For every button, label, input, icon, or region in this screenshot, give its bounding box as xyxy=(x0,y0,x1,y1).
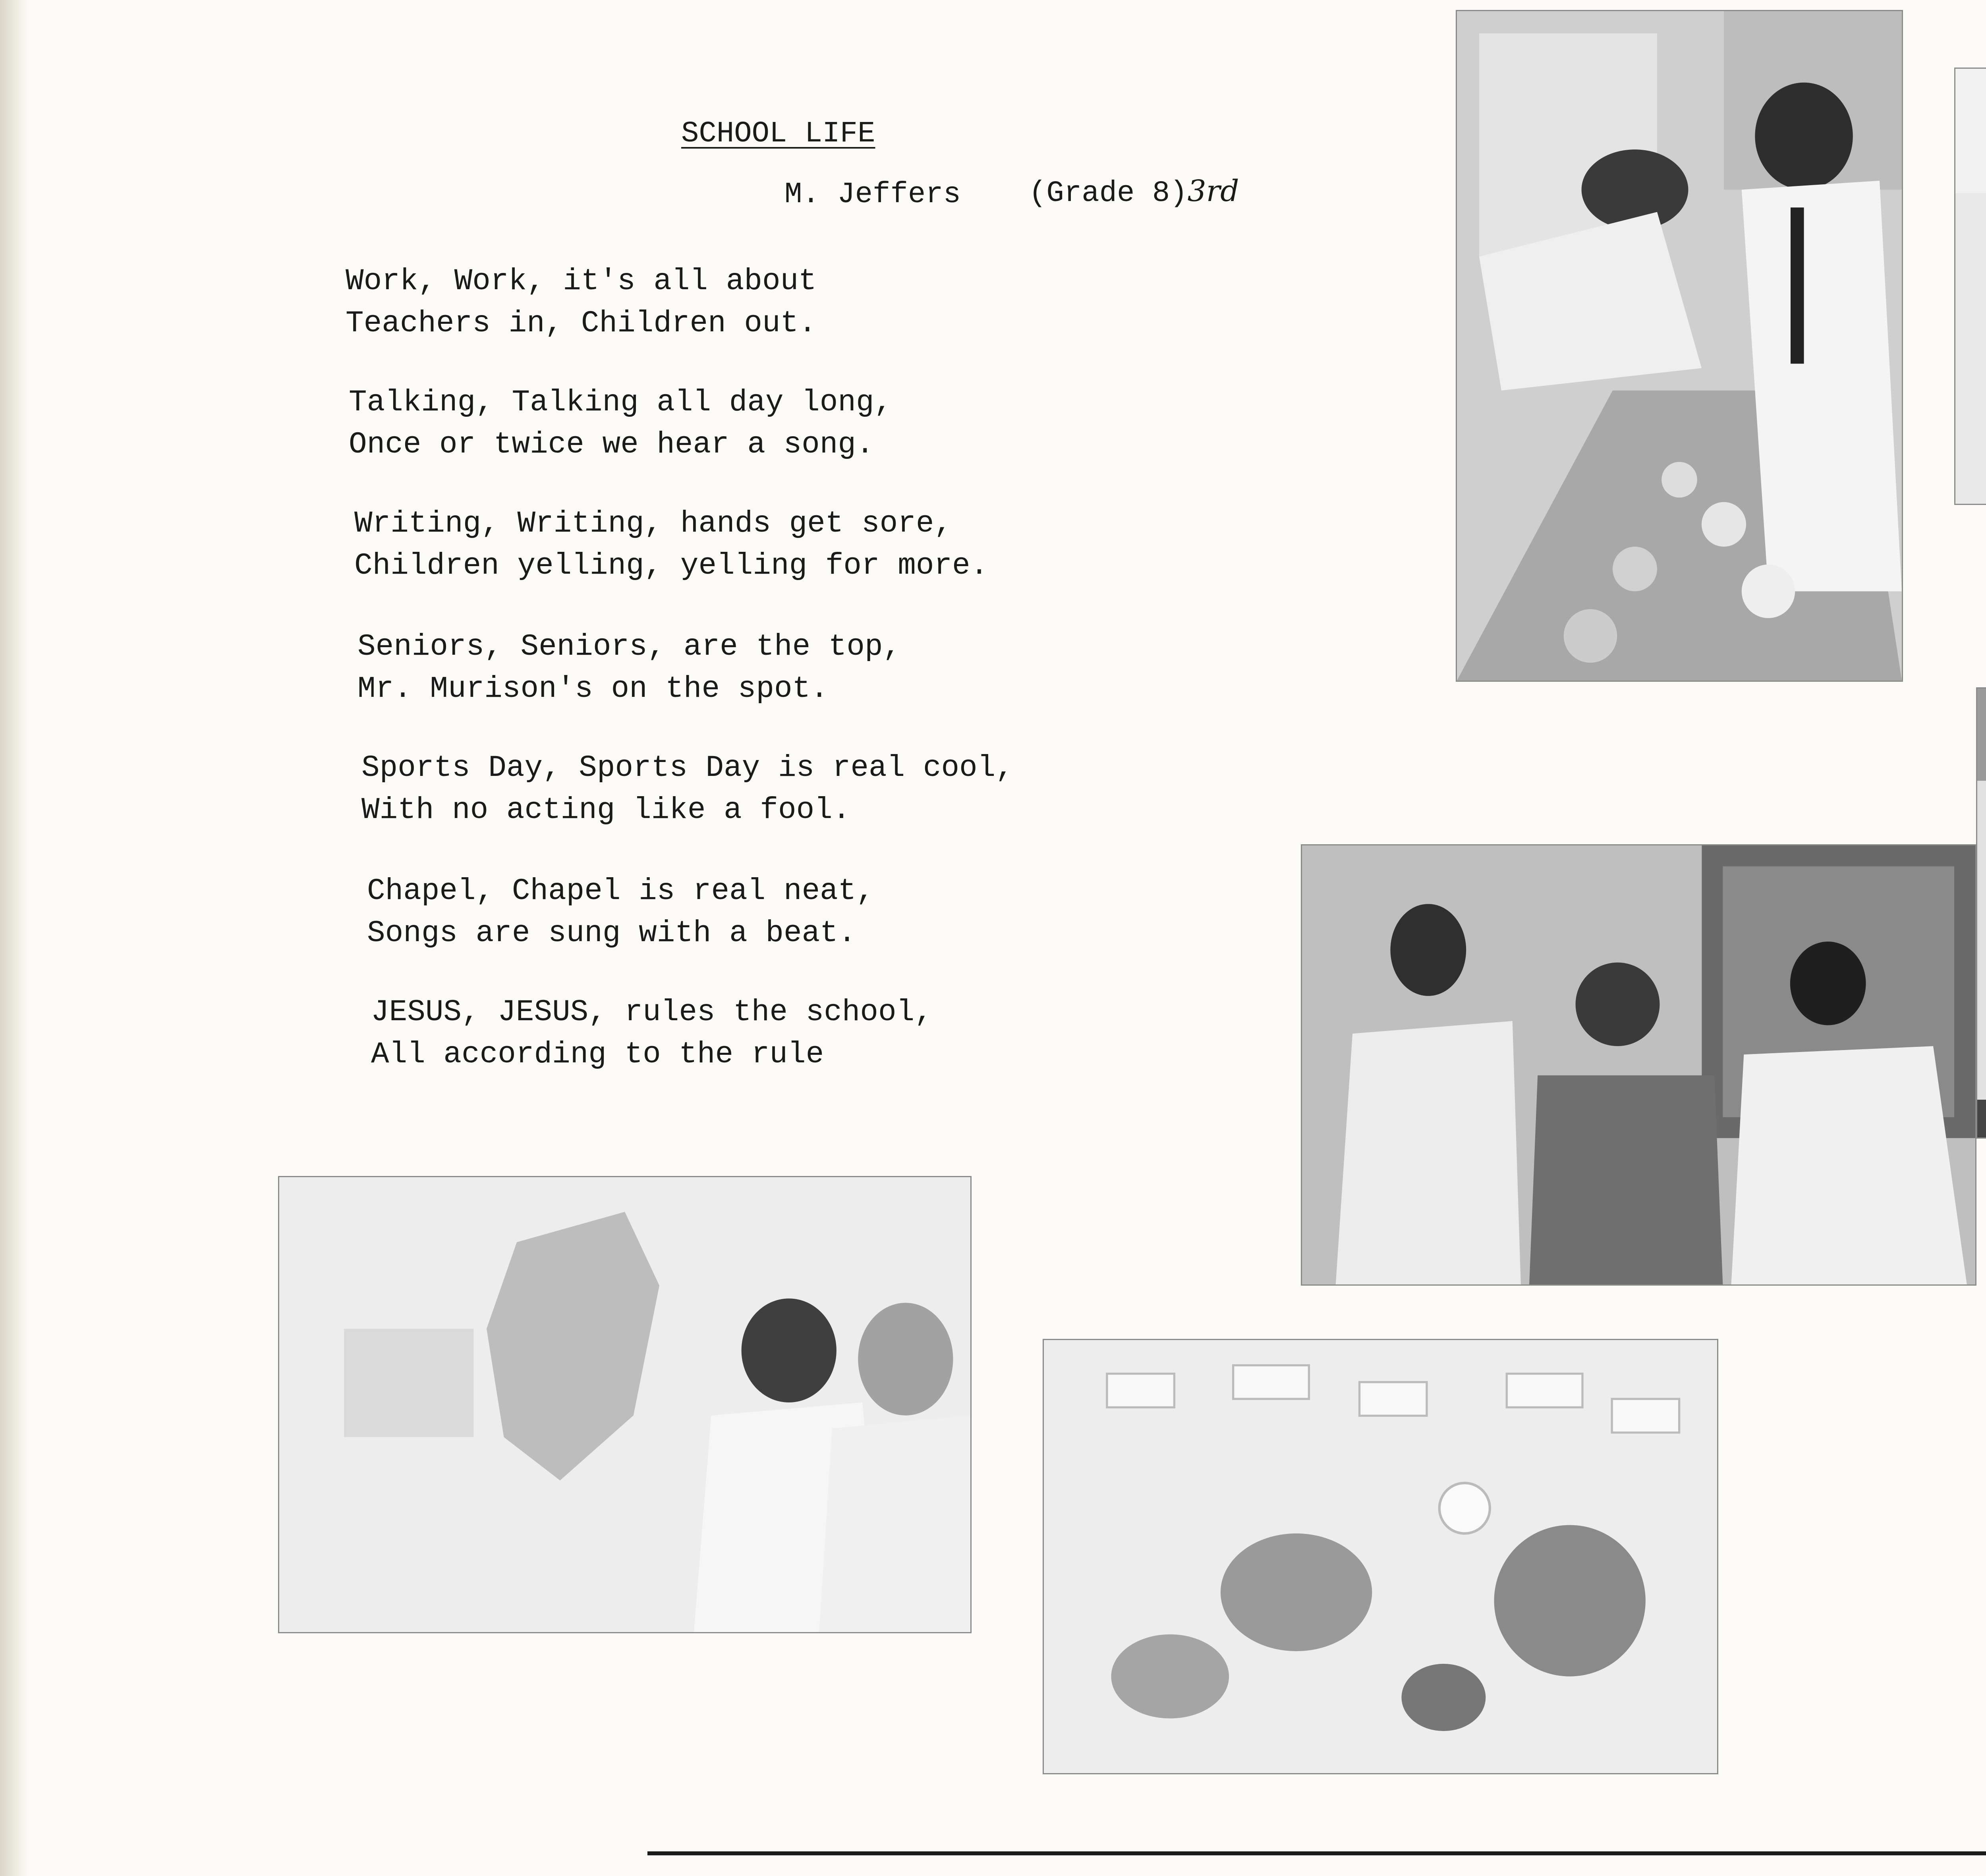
poem-grade xyxy=(1029,174,1239,210)
poem-line: Sports Day, Sports Day is real cool, xyxy=(361,751,1014,785)
poem-line: Work, Work, it's all about xyxy=(346,264,817,298)
poem-line: Songs are sung with a beat. xyxy=(367,916,856,950)
poem-stanza-6 xyxy=(367,870,874,954)
poem-stanza-5 xyxy=(361,747,1014,831)
poem-line: With no acting like a fool. xyxy=(361,793,851,827)
poem-line: Writing, Writing, hands get sore, xyxy=(354,507,952,541)
poem-line: Chapel, Chapel is real neat, xyxy=(367,874,875,908)
poem-stanza-1 xyxy=(346,260,817,344)
poem-author: M. Jeffers xyxy=(784,178,961,211)
two-girls-with-map-photo xyxy=(278,1176,972,1633)
model-village-diorama-photo xyxy=(1954,68,1986,505)
poem-stanza-4 xyxy=(357,626,901,710)
poem-title: SCHOOL LIFE xyxy=(681,117,875,151)
poem-stanza-7 xyxy=(371,991,933,1075)
three-teachers-seated-photo xyxy=(1301,844,1976,1286)
poem-stanza-2 xyxy=(349,381,892,466)
pottery-display-board-photo xyxy=(1976,687,1986,1139)
poem-line: JESUS, JESUS, rules the school, xyxy=(371,995,933,1029)
poem-line: Once or twice we hear a song. xyxy=(349,427,874,462)
garden-collage-board-photo xyxy=(1043,1339,1718,1774)
poem-line: Talking, Talking all day long, xyxy=(349,385,893,420)
poem-stanza-3 xyxy=(354,503,988,587)
poem-line: Children yelling, yelling for more. xyxy=(354,549,989,583)
poem-line: Teachers in, Children out. xyxy=(346,306,817,340)
poem-line: All according to the rule xyxy=(371,1037,824,1071)
poem-place: 3rd xyxy=(1187,174,1239,208)
poem-line: Seniors, Seniors, are the top, xyxy=(357,630,901,664)
teachers-at-pottery-table-photo xyxy=(1456,10,1903,682)
footer-rule-left xyxy=(647,1851,1986,1855)
poem-grade-label: (Grade 8) xyxy=(1029,177,1188,210)
poem-line: Mr. Murison's on the spot. xyxy=(357,672,829,706)
binding-edge xyxy=(0,0,28,1876)
